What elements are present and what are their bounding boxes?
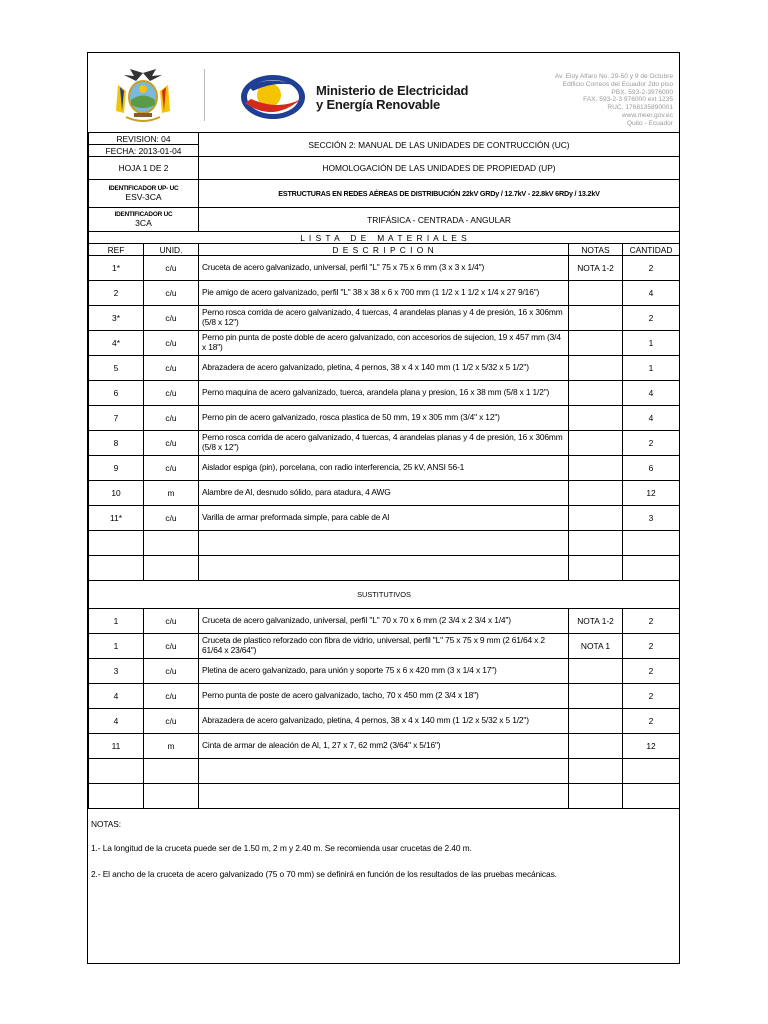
ministry-name (316, 84, 468, 112)
sustitutivos-title: SUSTITUTIVOS (89, 581, 680, 609)
cell-cantidad: 2 (623, 431, 680, 456)
table-row (89, 381, 680, 406)
tipo-cell: TRIFÁSICA - CENTRADA - ANGULAR (199, 208, 680, 232)
cell-notas (569, 431, 623, 456)
cell-ref: 3* (89, 306, 144, 331)
cell-cantidad: 4 (623, 381, 680, 406)
cell-notas (569, 481, 623, 506)
address-line: Edificio Correos del Ecuador 2do piso (562, 80, 673, 88)
table-row (89, 406, 680, 431)
address-line: Av. Eloy Alfaro No. 29-50 y 9 de Octubre (554, 73, 673, 80)
cell-cantidad: 2 (623, 684, 680, 709)
lista-title: L I S T A D E M A T E R I A L E S (89, 232, 680, 244)
cell-desc: Perno rosca corrida de acero galvanizado, 4 tuercas, 4 arandelas planas y 4 de presión, 16 x 306mm (5/8 x 12") (199, 431, 569, 456)
cell-cantidad: 2 (623, 256, 680, 281)
cell-unid: c/u (144, 709, 199, 734)
cell-ref: 11 (89, 734, 144, 759)
homologacion-title: HOMOLOGACIÓN DE LAS UNIDADES DE PROPIEDAD (UP) (199, 157, 680, 180)
cell-cantidad: 2 (623, 306, 680, 331)
col-header-cantidad: CANTIDAD (623, 244, 680, 256)
cell-desc: Perno pin de acero galvanizado, rosca plastica de 50 mm, 19 x 305 mm (3/4" x 12") (199, 406, 569, 431)
ministry-name-line1: Ministerio de Electricidad (316, 83, 469, 98)
id-uc-cell (89, 208, 199, 232)
cell-ref: 3 (89, 659, 144, 684)
cell-unid: c/u (144, 406, 199, 431)
table-row (89, 709, 680, 734)
col-header-descripcion: D E S C R I P C I O N (199, 244, 569, 256)
cell-desc: Perno maquina de acero galvanizado, tuerca, arandela plana y presion, 16 x 38 mm (5/8 x 1 1/2") (199, 381, 569, 406)
address-line: www.meer.gov.ec (621, 111, 673, 119)
cell-cantidad: 12 (623, 734, 680, 759)
cell-desc: Varilla de armar preformada simple, para cable de Al (199, 506, 569, 531)
address-line: RUC. 1768135890001 (607, 104, 673, 112)
empty-row (89, 784, 680, 809)
cell-notas (569, 381, 623, 406)
cell-ref: 1 (89, 634, 144, 659)
address-line: FAX. 593-2-3 976000 ext 1235 (583, 96, 673, 104)
cell-unid: c/u (144, 684, 199, 709)
cell-desc: Cruceta de plastico reforzado con fibra de vidrio, universal, perfil "L" 75 x 75 x 9 mm (2 61/64 x 2 61/64 x 23/64") (199, 634, 569, 659)
cell-ref: 4 (89, 684, 144, 709)
cell-notas (569, 659, 623, 684)
cell-ref: 7 (89, 406, 144, 431)
cell-cantidad: 12 (623, 481, 680, 506)
cell-notas (569, 406, 623, 431)
cell-notas: NOTA 1 (569, 634, 623, 659)
cell-cantidad: 4 (623, 406, 680, 431)
cell-desc: Perno rosca corrida de acero galvanizado, 4 tuercas, 4 arandelas planas y 4 de presión, 16 x 306mm (5/8 x 12") (199, 306, 569, 331)
table-row (89, 609, 680, 634)
notes-section (88, 813, 679, 963)
notes-title: NOTAS: (91, 819, 121, 829)
cell-desc: Alambre de Al, desnudo sólido, para atadura, 4 AWG (199, 481, 569, 506)
cell-desc: Abrazadera de acero galvanizado, pletina, 4 pernos, 38 x 4 x 140 mm (1 1/2 x 5/32 x 5 1/2") (199, 709, 569, 734)
estructuras-cell: ESTRUCTURAS EN REDES AÉREAS DE DISTRIBUCIÓN 22kV GRDy / 12.7kV - 22.8kV 6RDy / 13.2kV (199, 180, 680, 208)
empty-row (89, 759, 680, 784)
cell-cantidad: 1 (623, 331, 680, 356)
address-line: PBX. 593-2-3976000 (611, 88, 673, 96)
cell-notas (569, 306, 623, 331)
cell-notas: NOTA 1-2 (569, 609, 623, 634)
cell-notas (569, 331, 623, 356)
cell-unid: c/u (144, 431, 199, 456)
cell-desc: Abrazadera de acero galvanizado, pletina, 4 pernos, 38 x 4 x 140 mm (1 1/2 x 5/32 x 5 1/2") (199, 356, 569, 381)
id-up-label: IDENTIFICADOR UP- UC (108, 185, 179, 192)
cell-unid: c/u (144, 609, 199, 634)
document-sheet (87, 52, 680, 964)
cell-unid: c/u (144, 256, 199, 281)
cell-ref: 1 (89, 609, 144, 634)
ecuador-coat-of-arms-icon (112, 67, 174, 125)
note-item: 2.- El ancho de la cruceta de acero galvanizado (75 o 70 mm) se definirá en función de los resultados de las pruebas mecánicas. (91, 869, 557, 879)
cell-cantidad: 3 (623, 506, 680, 531)
cell-desc: Pie amigo de acero galvanizado, perfil "L" 38 x 38 x 6 x 700 mm (1 1/2 x 1 1/2 x 1/4 x 27 9/16") (199, 281, 569, 306)
cell-unid: c/u (144, 281, 199, 306)
cell-desc: Perno punta de poste de acero galvanizado, tacho, 70 x 450 mm (2 3/4 x 18") (199, 684, 569, 709)
cell-ref: 4 (89, 709, 144, 734)
cell-cantidad: 1 (623, 356, 680, 381)
col-header-ref: REF (89, 244, 144, 256)
cell-desc: Perno pin punta de poste doble de acero galvanizado, con accesorios de sujecion, 19 x 457 mm (3/4 x 18") (199, 331, 569, 356)
cell-notas (569, 456, 623, 481)
table-row (89, 281, 680, 306)
note-item: 1.- La longitud de la cruceta puede ser de 1.50 m, 2 m y 2.40 m. Se recomienda usar crucetas de 2.40 m. (91, 843, 472, 853)
cell-desc: Cruceta de acero galvanizado, universal, perfil "L" 70 x 70 x 6 mm (2 3/4 x 2 3/4 x 1/4") (199, 609, 569, 634)
cell-unid: c/u (144, 634, 199, 659)
table-row (89, 734, 680, 759)
cell-ref: 6 (89, 381, 144, 406)
cell-unid: c/u (144, 381, 199, 406)
cell-ref: 1* (89, 256, 144, 281)
col-header-notas: NOTAS (569, 244, 623, 256)
table-row (89, 356, 680, 381)
cell-unid: c/u (144, 306, 199, 331)
cell-desc: Pletina de acero galvanizado, para unión y soporte 75 x 6 x 420 mm (3 x 1/4 x 17") (199, 659, 569, 684)
cell-ref: 5 (89, 356, 144, 381)
table-row (89, 431, 680, 456)
table-row (89, 331, 680, 356)
id-uc-value: 3CA (135, 218, 152, 228)
address-block (555, 73, 673, 128)
cell-notas (569, 734, 623, 759)
cell-cantidad: 6 (623, 456, 680, 481)
cell-cantidad: 2 (623, 709, 680, 734)
table-row (89, 659, 680, 684)
cell-notas: NOTA 1-2 (569, 256, 623, 281)
id-up-value: ESV-3CA (125, 192, 162, 202)
section-title: SECCIÓN 2: MANUAL DE LAS UNIDADES DE CONTRUCCIÓN (UC) (199, 133, 680, 157)
cell-unid: c/u (144, 356, 199, 381)
cell-unid: m (144, 481, 199, 506)
column-header-row (89, 244, 680, 256)
cell-cantidad: 4 (623, 281, 680, 306)
cell-ref: 2 (89, 281, 144, 306)
cell-unid: m (144, 734, 199, 759)
col-header-unid: UNID. (144, 244, 199, 256)
table-row (89, 481, 680, 506)
cell-notas (569, 709, 623, 734)
letterhead (88, 53, 679, 132)
id-up-cell (89, 180, 199, 208)
id-uc-label: IDENTIFICADOR UC (114, 211, 173, 218)
cell-ref: 10 (89, 481, 144, 506)
cell-cantidad: 2 (623, 634, 680, 659)
table-row (89, 634, 680, 659)
table-row (89, 456, 680, 481)
table-row (89, 506, 680, 531)
cell-notas (569, 684, 623, 709)
cell-desc: Cinta de armar de aleación de Al, 1, 27 x 7, 62 mm2 (3/64" x 5/16") (199, 734, 569, 759)
cell-unid: c/u (144, 659, 199, 684)
table-row (89, 684, 680, 709)
cell-desc: Aislador espiga (pin), porcelana, con radio interferencia, 25 kV, ANSI 56-1 (199, 456, 569, 481)
cell-cantidad: 2 (623, 609, 680, 634)
cell-ref: 8 (89, 431, 144, 456)
ministry-logo-icon (239, 73, 307, 121)
cell-desc: Cruceta de acero galvanizado, universal, perfil "L" 75 x 75 x 6 mm (3 x 3 x 1/4") (199, 256, 569, 281)
ministry-name-line2: y Energía Renovable (316, 97, 441, 112)
cell-cantidad: 2 (623, 659, 680, 684)
hoja-cell: HOJA 1 DE 2 (89, 157, 199, 180)
divider (204, 69, 205, 121)
cell-ref: 11* (89, 506, 144, 531)
cell-notas (569, 281, 623, 306)
cell-unid: c/u (144, 456, 199, 481)
cell-notas (569, 356, 623, 381)
cell-ref: 4* (89, 331, 144, 356)
address-line: Quito - Ecuador (626, 119, 673, 127)
revision-cell: REVISION: 04 (89, 133, 199, 145)
empty-row (89, 556, 680, 581)
empty-row (89, 531, 680, 556)
materials-table (88, 132, 680, 809)
fecha-cell: FECHA: 2013-01-04 (89, 145, 199, 157)
table-row (89, 256, 680, 281)
cell-unid: c/u (144, 331, 199, 356)
cell-ref: 9 (89, 456, 144, 481)
cell-unid: c/u (144, 506, 199, 531)
table-row (89, 306, 680, 331)
cell-notas (569, 506, 623, 531)
